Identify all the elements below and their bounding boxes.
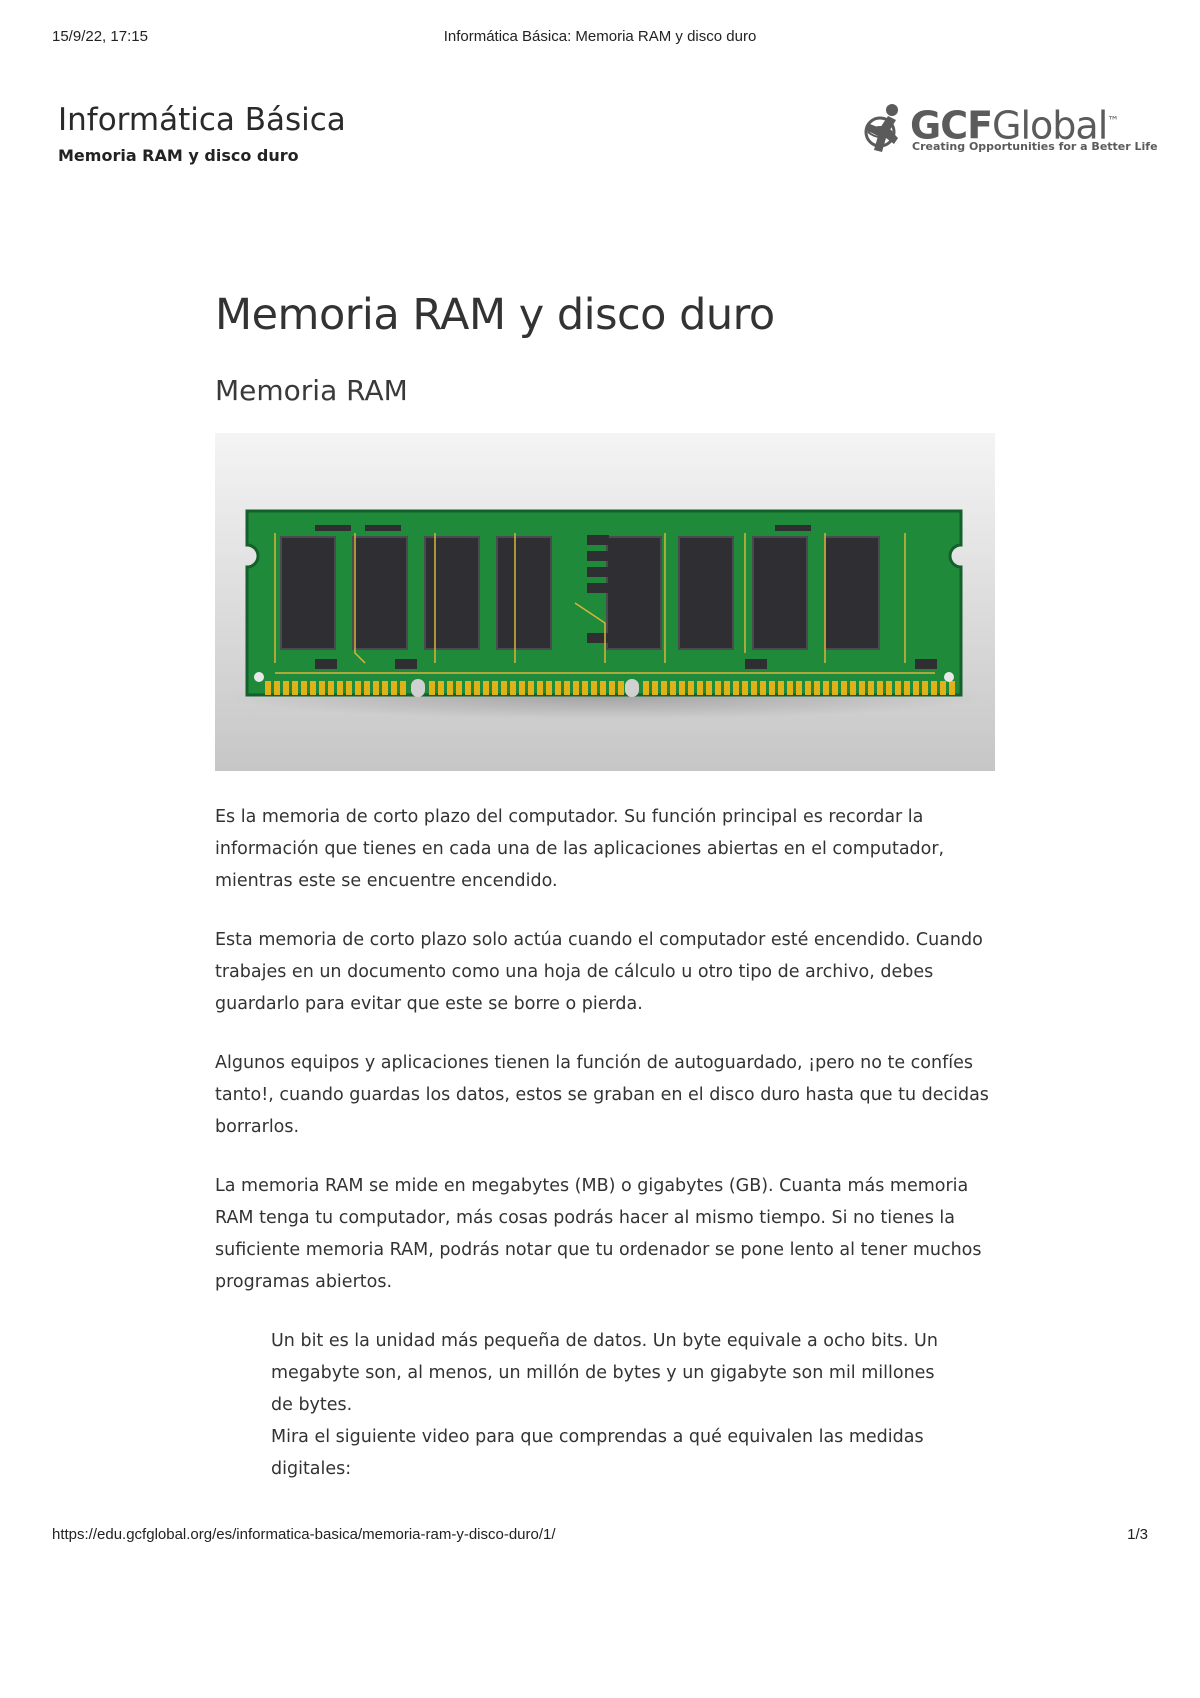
logo-tagline: Creating Opportunities for a Better Life [912, 140, 1158, 153]
article-body [215, 801, 995, 1298]
info-note [271, 1325, 951, 1485]
print-document-title: Informática Básica: Memoria RAM y disco duro [443, 28, 757, 45]
article-content [215, 285, 995, 1485]
paragraph: Esta memoria de corto plazo solo actúa cuando el computador esté encendido. Cuando trabajes en un documento como una hoja de cálculo u otro tipo de archivo, debes guardarlo para evitar que este se borre o pierda. [215, 930, 983, 1014]
note-text: Un bit es la unidad más pequeña de datos. Un byte equivale a ocho bits. Un megabyte son, al menos, un millón de bytes y un gigabyte son mil millones de bytes. [271, 1331, 938, 1415]
paragraph: Algunos equipos y aplicaciones tienen la función de autoguardado, ¡pero no te confíes tanto!, cuando guardas los datos, estos se graban en el disco duro hasta que tu decidas borrarlos. [215, 1053, 989, 1137]
mascot-icon [858, 100, 906, 156]
section-title: Memoria RAM [215, 374, 408, 407]
print-datetime: 15/9/22, 17:15 [52, 28, 148, 45]
page-title: Memoria RAM y disco duro [215, 290, 775, 340]
note-text: Mira el siguiente video para que comprendas a qué equivalen las medidas digitales: [271, 1427, 924, 1479]
print-footer [52, 1526, 1148, 1546]
logo-word-bold: GCF [910, 103, 993, 148]
site-header [58, 102, 1158, 172]
page-number: 1/3 [1127, 1526, 1148, 1543]
gcfglobal-logo[interactable] [858, 100, 1158, 160]
print-header [52, 28, 1148, 48]
logo-word-regular: Global [992, 103, 1108, 148]
paragraph: La memoria RAM se mide en megabytes (MB) o gigabytes (GB). Cuanta más memoria RAM tenga tu computador, más cosas podrás hacer al mismo tiempo. Si no tienes la suficiente memoria RAM, podrás notar que tu ordenador se pone lento al tener muchos programas abiertos. [215, 1176, 982, 1292]
logo-trademark: ™ [1107, 114, 1119, 128]
page-url[interactable]: https://edu.gcfglobal.org/es/informatica-basica/memoria-ram-y-disco-duro/1/ [52, 1526, 556, 1543]
paragraph: Es la memoria de corto plazo del computador. Su función principal es recordar la información que tienes en cada una de las aplicaciones abiertas en el computador, mientras este se encuentre encendido. [215, 807, 945, 891]
course-title[interactable]: Informática Básica [58, 102, 346, 138]
lesson-subtitle: Memoria RAM y disco duro [58, 146, 299, 165]
ram-module-image [215, 433, 995, 771]
